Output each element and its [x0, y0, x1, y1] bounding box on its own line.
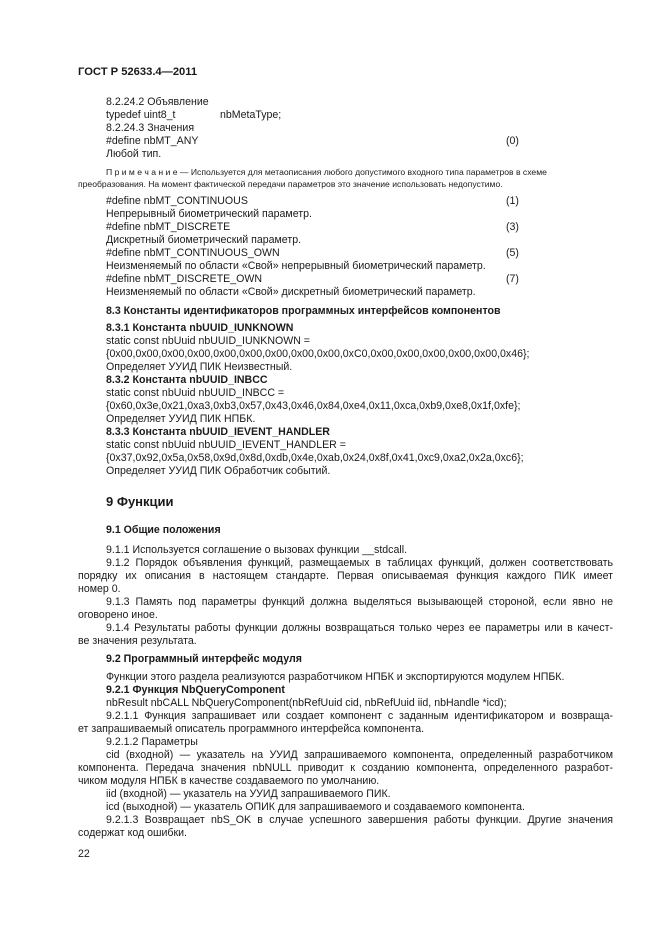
constant-desc-iunknown: Определяет УУИД ПИК Неизвестный. [106, 361, 293, 373]
paragraph-9-1-2-line-3: номер 0. [78, 583, 121, 595]
desc-any: Любой тип. [106, 148, 162, 160]
constant-title-ievent-handler: 8.3.3 Константа nbUUID_IEVENT_HANDLER [106, 426, 330, 438]
param-cid-line-1: cid (входной) — указатель на УУИД запрашиваемого компонента, определенный разработчиком [106, 749, 613, 761]
param-iid: iid (входной) — указатель на УУИД запрашиваемого ПИК. [106, 788, 391, 800]
code-define-continuous: #define nbMT_CONTINUOUS [106, 195, 248, 207]
section-title-9-1: 9.1 Общие положения [106, 524, 221, 536]
paragraph-9-1-1: 9.1.1 Используется соглашение о вызовах функции __stdcall. [106, 544, 408, 556]
code-define-continuous-own: #define nbMT_CONTINUOUS_OWN [106, 247, 280, 259]
value-number-discrete: (3) [506, 221, 519, 233]
subsection-title-values: 8.2.24.3 Значения [106, 122, 195, 134]
desc-discrete: Дискретный биометрический параметр. [106, 234, 302, 246]
code-define-discrete-own: #define nbMT_DISCRETE_OWN [106, 273, 263, 285]
paragraph-9-2-1-3-line-1: 9.2.1.3 Возвращает nbS_OK в случае успешного завершения работы функции. Другие значения [106, 814, 613, 826]
constant-value-inbcc: {0x60,0x3e,0x21,0xa3,0xb3,0x57,0x43,0x46,0x84,0xe4,0x11,0xca,0xb9,0xe8,0x1f,0xfe}; [106, 400, 521, 412]
param-cid-line-3: чиком модуля НПБК в качестве создаваемого по умолчанию. [78, 775, 380, 787]
code-define-discrete: #define nbMT_DISCRETE [106, 221, 231, 233]
paragraph-9-1-3-line-2: оговорено иное. [78, 609, 158, 621]
param-cid-line-2: компонента. Передача значения nbNULL приводит к созданию компонента, определенного разработ- [78, 762, 613, 774]
paragraph-9-1-2-line-2: порядку их описания в настоящем стандарте. Первая описываемая функция каждого ПИК имеет [78, 570, 613, 582]
paragraph-9-2-1-1-line-1: 9.2.1.1 Функция запрашивает или создает компонент с заданным идентификатором и возвраща- [106, 710, 613, 722]
note-line-2: преобразования. На момент фактической передачи параметров это значение использовать недопустимо. [78, 179, 503, 189]
paragraph-9-1-2-line-1: 9.1.2 Порядок объявления функций, размещаемых в таблицах функций, должен соответствовать [106, 557, 613, 569]
constant-decl-ievent-handler: static const nbUuid nbUUID_IEVENT_HANDLER = [106, 439, 346, 451]
standard-header: ГОСТ Р 52633.4—2011 [78, 66, 198, 78]
section-title-9-2: 9.2 Программный интерфейс модуля [106, 653, 302, 665]
constant-title-iunknown: 8.3.1 Константа nbUUID_IUNKNOWN [106, 322, 294, 334]
page-number: 22 [78, 848, 90, 860]
paragraph-9-2-intro: Функции этого раздела реализуются разработчиком НПБК и экспортируются модулем НПБК. [106, 671, 565, 683]
constant-decl-inbcc: static const nbUuid nbUUID_INBCC = [106, 387, 285, 399]
code-typedef-name: nbMetaType; [220, 109, 282, 121]
constant-desc-inbcc: Определяет УУИД ПИК НПБК. [106, 413, 256, 425]
subsection-title-declaration: 8.2.24.2 Объявление [106, 96, 209, 108]
constant-decl-iunknown: static const nbUuid nbUUID_IUNKNOWN = [106, 335, 310, 347]
param-icd: icd (выходной) — указатель ОПИК для запрашиваемого и создаваемого компонента. [106, 801, 525, 813]
paragraph-9-1-4-line-1: 9.1.4 Результаты работы функции должны возвращаться только через ее параметры или в качест- [106, 622, 613, 634]
desc-continuous: Непрерывный биометрический параметр. [106, 208, 312, 220]
code-typedef-type: typedef uint8_t [106, 109, 176, 121]
desc-discrete-own: Неизменяемый по области «Свой» дискретный биометрический параметр. [106, 286, 476, 298]
value-number-continuous-own: (5) [506, 247, 519, 259]
paragraph-9-2-1-1-line-2: ет запрашиваемый описатель программного интерфейса компонента. [78, 723, 425, 735]
constant-title-inbcc: 8.3.2 Константа nbUUID_INBCC [106, 374, 268, 386]
code-define-any: #define nbMT_ANY [106, 135, 199, 147]
constant-desc-ievent-handler: Определяет УУИД ПИК Обработчик событий. [106, 465, 331, 477]
constant-value-iunknown: {0x00,0x00,0x00,0x00,0x00,0x00,0x00,0x00,0x00,0xC0,0x00,0x00,0x00,0x00,0x00,0x46}; [106, 348, 530, 360]
value-number-continuous: (1) [506, 195, 519, 207]
paragraph-9-2-1-2-title: 9.2.1.2 Параметры [106, 736, 198, 748]
chapter-title-9: 9 Функции [106, 494, 174, 509]
note-line-1: П р и м е ч а н и е — Используется для метаописания любого допустимого входного типа параметров в схеме [106, 167, 547, 177]
paragraph-9-1-3-line-1: 9.1.3 Память под параметры функций должна выделяться вызывающей стороной, если явно не [106, 596, 613, 608]
value-number-discrete-own: (7) [506, 273, 519, 285]
paragraph-9-1-4-line-2: ве значения результата. [78, 635, 197, 647]
desc-continuous-own: Неизменяемый по области «Свой» непрерывный биометрический параметр. [106, 260, 486, 272]
value-number-any: (0) [506, 135, 519, 147]
function-title-nbquerycomponent: 9.2.1 Функция NbQueryComponent [106, 684, 285, 696]
paragraph-9-2-1-3-line-2: содержат код ошибки. [78, 827, 187, 839]
function-decl-nbquerycomponent: nbResult nbCALL NbQueryComponent(nbRefUuid cid, nbRefUuid iid, nbHandle *icd); [106, 697, 507, 709]
section-title-8-3: 8.3 Константы идентификаторов программных интерфейсов компонентов [106, 305, 501, 317]
constant-value-ievent-handler: {0x37,0x92,0x5a,0x58,0x9d,0x8d,0xdb,0x4e,0xab,0x24,0x8f,0x41,0xc9,0xa2,0x2a,0xc6}; [106, 452, 524, 464]
